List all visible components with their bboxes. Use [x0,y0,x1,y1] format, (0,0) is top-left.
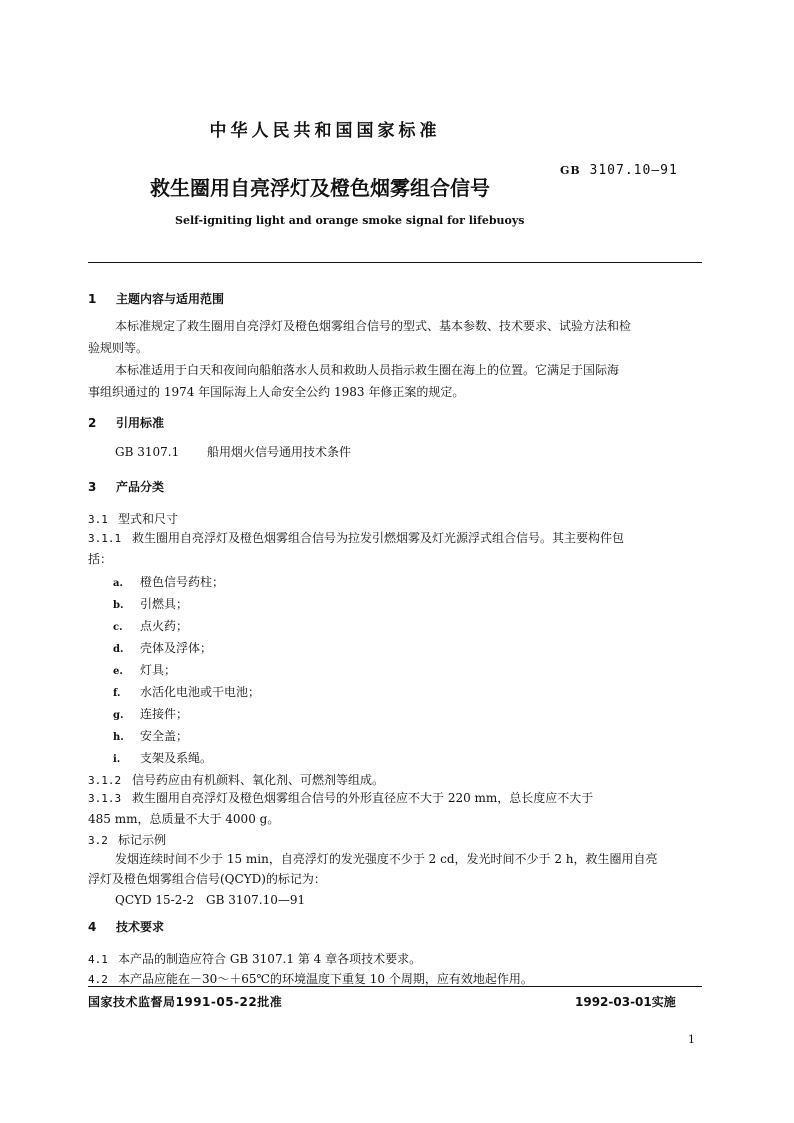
list-text: 灯具； [140,663,177,677]
clause-4-1 [88,950,421,967]
list-item [113,639,212,656]
clause-3-2 [88,831,166,848]
clause-3-2-line-1: 发烟连续时间不少于 15 min，自亮浮灯的发光强度不少于 2 cd，发光时间不少于 2 h，救生圈用自亮 [115,852,658,866]
english-title: Self-igniting light and orange smoke signal for lifebuoys [175,214,525,227]
clause-4-1-number: 4.1 [88,953,108,966]
list-text: 橙色信号药柱； [140,575,225,589]
section-2-title: 引用标准 [116,416,165,430]
list-marker: e. [113,666,123,677]
clause-3-1-3-line-2: 485 mm，总质量不大于 4000 g。 [88,812,280,826]
clause-4-2 [88,970,533,987]
list-text: 支架及系绳。 [140,751,213,765]
list-item [113,573,224,590]
list-item [113,683,260,700]
clause-3-2-line-2: 浮灯及橙色烟雾组合信号(QCYD)的标记为： [88,872,326,886]
list-marker: a. [113,578,123,589]
list-marker: c. [113,622,123,633]
list-text: 水活化电池或干电池； [140,685,261,699]
clause-3-1-3-line-1 [88,789,593,806]
list-text: 引燃具； [140,597,189,611]
clause-3-1-title: 型式和尺寸 [118,512,179,526]
clause-3-2-title: 标记示例 [118,833,167,847]
clause-3-1-number: 3.1 [88,513,108,526]
reference-title: 船用烟火信号通用技术条件 [207,445,352,459]
list-marker: i. [113,754,121,765]
reference-standard [115,441,351,463]
clause-4-1-text: 本产品的制造应符合 GB 3107.1 第 4 章各项技术要求。 [118,952,422,966]
clause-3-1-2 [88,771,384,788]
list-item [113,661,176,678]
list-item [113,705,188,722]
clause-3-1-1-number: 3.1.1 [88,532,122,545]
clause-4-2-text: 本产品应能在－30～＋65℃的环境温度下重复 10 个周期，应有效地起作用。 [118,972,533,986]
list-marker: d. [113,644,124,655]
section-3-heading [88,478,164,495]
list-marker: b. [113,600,124,611]
section-2-heading [88,414,164,431]
marking-example: QCYD 15-2-2 GB 3107.10—91 [115,893,306,907]
list-text: 连接件； [140,707,189,721]
section-4-heading [88,918,164,935]
effective-date: 1992-03-01实施 [575,995,676,1009]
list-item [113,727,188,744]
standard-title: 救生圈用自亮浮灯及橙色烟雾组合信号 [150,176,490,200]
footer-rule [88,986,702,987]
section-4-number: 4 [88,920,97,934]
section-1-para-2-line-2: 事组织通过的 1974 年国际海上人命安全公约 1983 年修正案的规定。 [88,385,465,399]
gb-prefix: GB [560,164,581,177]
list-text: 壳体及浮体； [140,641,213,655]
clause-3-1-3-text: 救生圈用自亮浮灯及橙色烟雾组合信号的外形直径应不大于 220 mm，总长度应不大于 [132,791,594,805]
section-1-para-1-line-2: 验规则等。 [88,341,149,355]
section-3-number: 3 [88,480,97,494]
list-marker: f. [113,688,121,699]
section-1-heading [88,290,224,307]
reference-code: GB 3107.1 [115,445,180,459]
clause-3-1-2-number: 3.1.2 [88,774,122,787]
clause-3-2-number: 3.2 [88,834,108,847]
list-marker: g. [113,710,124,721]
clause-4-2-number: 4.2 [88,973,108,986]
clause-3-1-3-number: 3.1.3 [88,792,122,805]
list-text: 点火药； [140,619,189,633]
list-item [113,617,188,634]
section-1-para-1-line-1: 本标准规定了救生圈用自亮浮灯及橙色烟雾组合信号的型式、基本参数、技术要求、试验方法和检 [115,319,632,333]
national-standard-heading: 中华人民共和国国家标准 [209,121,441,141]
standard-number [560,163,678,178]
list-marker: h. [113,732,124,743]
approval-line: 国家技术监督局1991-05-22批准 [88,995,283,1009]
section-1-para-2-line-1: 本标准适用于白天和夜间向船舶落水人员和救助人员指示救生圈在海上的位置。它满足于国际海 [115,363,620,377]
clause-3-1-2-text: 信号药应由有机颜料、氧化剂、可燃剂等组成。 [132,773,385,787]
list-item [113,595,188,612]
section-1-number: 1 [88,292,97,306]
page-number: 1 [688,1033,695,1046]
section-2-number: 2 [88,416,97,430]
clause-3-1 [88,510,178,527]
section-1-title: 主题内容与适用范围 [116,292,225,306]
clause-3-1-1-line-1 [88,529,624,546]
header-rule [88,262,702,263]
section-4-title: 技术要求 [116,920,165,934]
list-text: 安全盖； [140,729,189,743]
gb-number: 3107.10—91 [589,163,678,178]
clause-3-1-1-text: 救生圈用自亮浮灯及橙色烟雾组合信号为拉发引燃烟雾及灯光源浮式组合信号。其主要构件包 [132,531,625,545]
clause-3-1-1-line-2: 括： [88,552,113,566]
list-item [113,749,212,766]
section-3-title: 产品分类 [116,480,165,494]
